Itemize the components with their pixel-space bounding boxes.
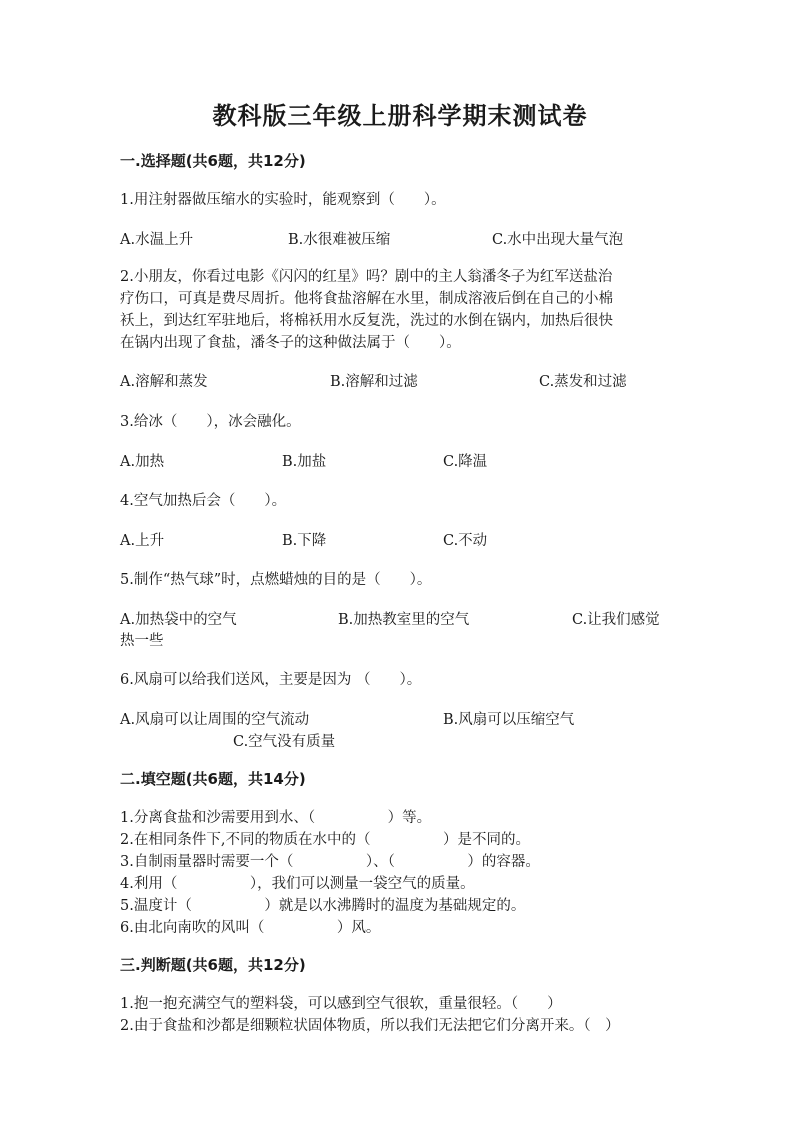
q4-option-a: A.上升 <box>120 533 165 549</box>
question-2 <box>120 266 680 354</box>
fill-item-3: 3.自制雨量器时需要一个（ ）、（ ）的容器。 <box>120 854 540 870</box>
question-5: 5.制作“热气球”时，点燃蜡烛的目的是（ ）。 <box>120 572 432 588</box>
judge-item-2: 2.由于食盐和沙都是细颗粒状固体物质，所以我们无法把它们分离开来。（ ） <box>120 1018 620 1034</box>
question-2-line-4: 在锅内出现了食盐，潘冬子的这种做法属于（ ）。 <box>120 335 461 351</box>
page-title: 教科版三年级上册科学期末测试卷 <box>212 102 588 130</box>
question-1: 1.用注射器做压缩水的实验时，能观察到（ ）。 <box>120 192 446 208</box>
judge-item-1: 1.抱一抱充满空气的塑料袋，可以感到空气很软，重量很轻。（ ） <box>120 996 562 1012</box>
q6-option-b: B.风扇可以压缩空气 <box>443 712 575 728</box>
q5-option-c-continued: 热一些 <box>120 633 164 649</box>
section-heading-choice: 一.选择题(共6题，共12分) <box>120 152 306 170</box>
q6-option-a: A.风扇可以让周围的空气流动 <box>120 712 310 728</box>
question-6: 6.风扇可以给我们送风，主要是因为 （ ）。 <box>120 672 422 688</box>
fill-item-4: 4.利用（ ），我们可以测量一袋空气的质量。 <box>120 876 475 892</box>
q2-option-b: B.溶解和过滤 <box>330 374 418 390</box>
question-3: 3.给冰（ ），冰会融化。 <box>120 414 301 430</box>
q6-option-c: C.空气没有质量 <box>233 734 336 750</box>
fill-item-1: 1.分离食盐和沙需要用到水、（ ）等。 <box>120 810 432 826</box>
q5-option-a: A.加热袋中的空气 <box>120 612 237 628</box>
q4-option-b: B.下降 <box>282 533 327 549</box>
q2-option-a: A.溶解和蒸发 <box>120 374 208 390</box>
q1-option-a: A.水温上升 <box>120 232 194 248</box>
section-heading-fill: 二.填空题(共6题，共14分) <box>120 770 306 788</box>
q3-option-b: B.加盐 <box>282 454 327 470</box>
q3-option-a: A.加热 <box>120 454 165 470</box>
section-heading-judge: 三.判断题(共6题，共12分) <box>120 956 306 974</box>
q1-option-c: C.水中出现大量气泡 <box>492 232 624 248</box>
q5-option-c: C.让我们感觉 <box>572 612 660 628</box>
q4-option-c: C.不动 <box>443 533 488 549</box>
q1-option-b: B.水很难被压缩 <box>288 232 391 248</box>
question-2-line-3: 袄上，到达红军驻地后，将棉袄用水反复洗，洗过的水倒在锅内，加热后很快 <box>120 313 613 329</box>
fill-item-5: 5.温度计（ ）就是以水沸腾时的温度为基础规定的。 <box>120 898 526 914</box>
q3-option-c: C.降温 <box>443 454 488 470</box>
fill-item-2: 2.在相同条件下,不同的物质在水中的（ ）是不同的。 <box>120 832 530 848</box>
question-2-line-2: 疗伤口，可真是费尽周折。他将食盐溶解在水里，制成溶液后倒在自己的小棉 <box>120 291 613 307</box>
fill-item-6: 6.由北向南吹的风叫（ ）风。 <box>120 920 381 936</box>
q2-option-c: C.蒸发和过滤 <box>539 374 627 390</box>
question-2-line-1: 2.小朋友，你看过电影《闪闪的红星》吗？剧中的主人翁潘冬子为红军送盐治 <box>120 269 613 285</box>
q5-option-b: B.加热教室里的空气 <box>338 612 470 628</box>
question-4: 4.空气加热后会（ ）。 <box>120 493 287 509</box>
